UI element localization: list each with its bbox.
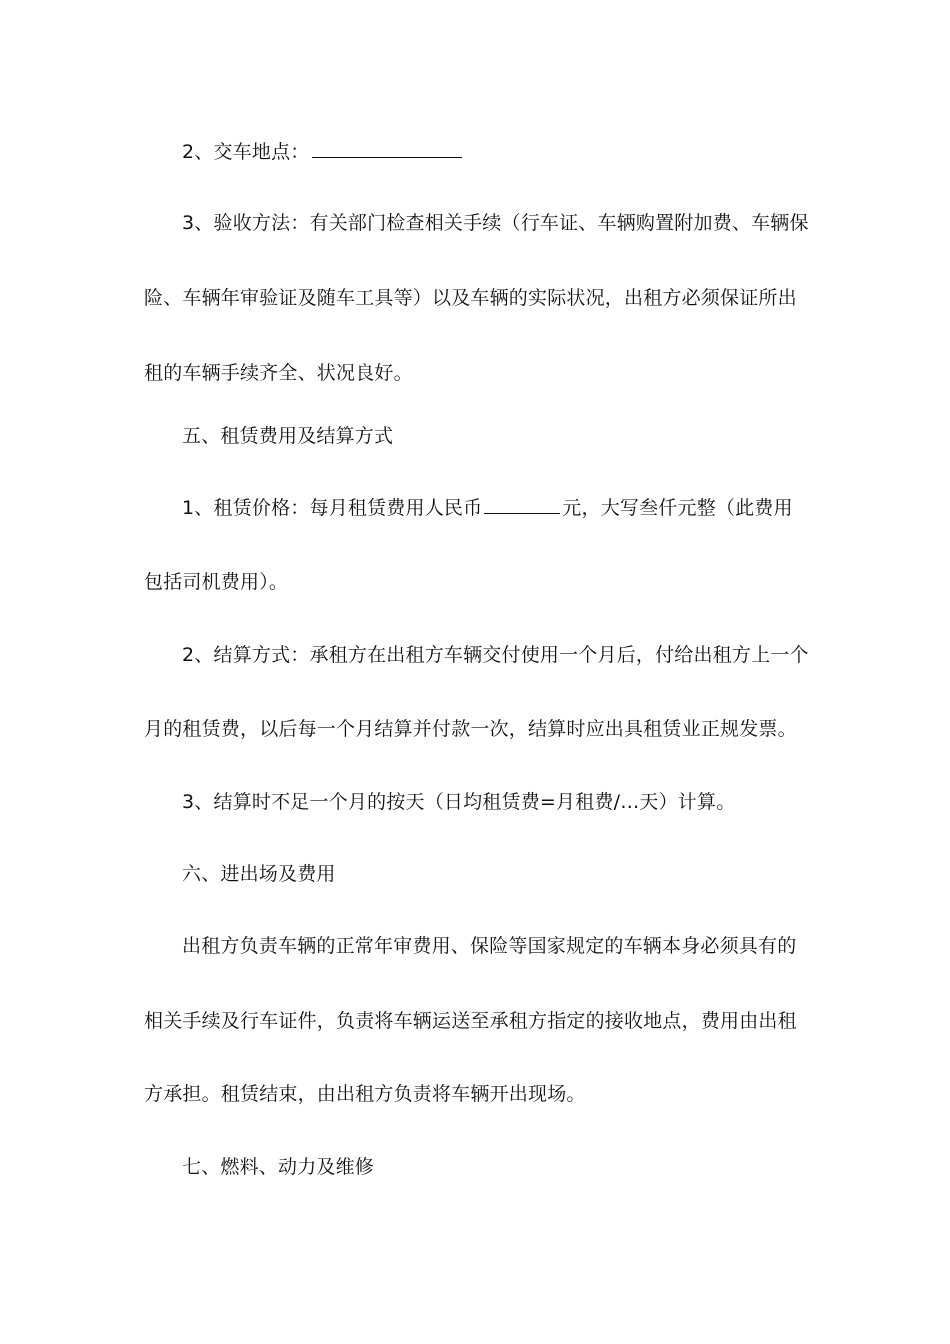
blank-field (484, 494, 560, 514)
clause-text: 租的车辆手续齐全、状况良好。 (144, 362, 413, 384)
clause-text: 方承担。租赁结束，由出租方负责将车辆开出现场。 (144, 1083, 586, 1105)
clause-partial-month (182, 789, 814, 815)
clause-text: 2、结算方式：承租方在出租方车辆交付使用一个月后，付给出租方上一个 (182, 644, 809, 666)
clause-text: 险、车辆年审验证及随车工具等）以及车辆的实际状况，出租方必须保证所出 (144, 287, 797, 309)
clause-text: 3、验收方法：有关部门检查相关手续（行车证、车辆购置附加费、车辆保 (182, 212, 809, 234)
heading-text: 五、租赁费用及结算方式 (182, 425, 394, 447)
clause-text: 相关手续及行车证件，负责将车辆运送至承租方指定的接收地点，费用由出租 (144, 1010, 797, 1032)
clause-text: 3、结算时不足一个月的按天（日均租赁费=月租费/…天）计算。 (182, 791, 736, 813)
paragraph-line (144, 285, 814, 311)
clause-delivery-location (182, 138, 814, 165)
clause-rental-price (182, 494, 814, 521)
section-heading-rental-fees (182, 423, 814, 449)
clause-text: 2、交车地点： (182, 141, 310, 163)
clause-text: 出租方负责车辆的正常年审费用、保险等国家规定的车辆本身必须具有的 (182, 935, 797, 957)
section-heading-fuel-maintenance (182, 1154, 814, 1180)
blank-field (312, 138, 462, 158)
paragraph-line (144, 1081, 814, 1107)
paragraph-line (144, 716, 814, 742)
paragraph-line (144, 1008, 814, 1034)
clause-text: 元，大写叁仟元整（此费用 (562, 497, 793, 519)
paragraph-line (144, 360, 814, 386)
section-heading-entry-exit (182, 861, 814, 887)
clause-acceptance-method (182, 210, 814, 236)
clause-text: 1、租赁价格：每月租赁费用人民币 (182, 497, 483, 519)
heading-text: 七、燃料、动力及维修 (182, 1156, 375, 1178)
heading-text: 六、进出场及费用 (182, 863, 336, 885)
clause-settlement-method (182, 642, 814, 668)
clause-text: 包括司机费用）。 (144, 571, 289, 593)
paragraph-line (144, 569, 814, 595)
paragraph-line (182, 933, 814, 959)
clause-text: 月的租赁费，以后每一个月结算并付款一次，结算时应出具租赁业正规发票。 (144, 718, 797, 740)
